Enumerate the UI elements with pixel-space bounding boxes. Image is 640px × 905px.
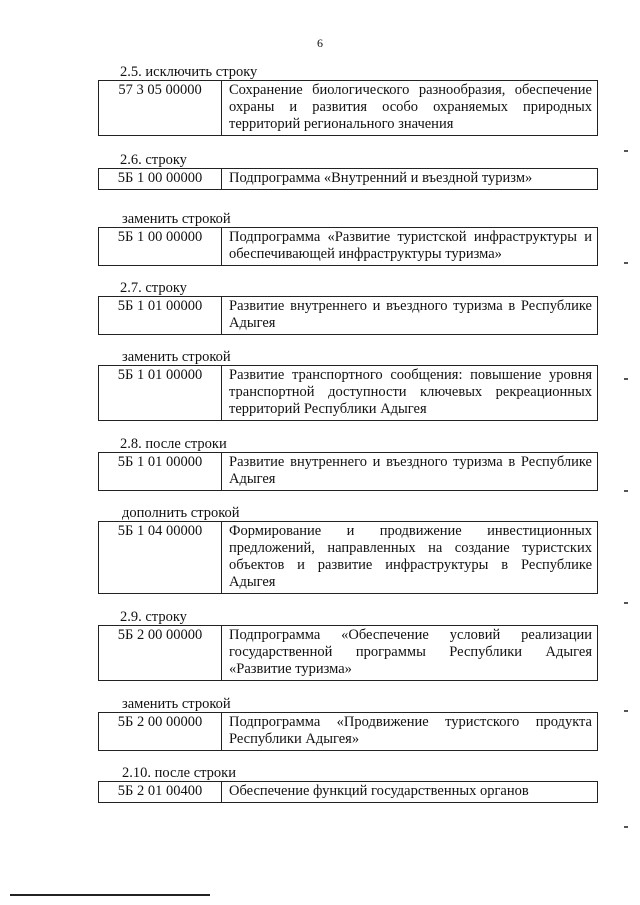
- table-row: [98, 227, 598, 266]
- section-label: 2.7. строку: [120, 280, 187, 296]
- section-label: заменить строкой: [122, 211, 231, 227]
- section-label: 2.9. строку: [120, 609, 187, 625]
- row-code: 5Б 1 04 00000: [99, 522, 222, 593]
- scan-mark: [624, 262, 628, 264]
- row-description: Формирование и продвижение инвестиционных предложений, направленных на создание туристских объектов и развитие инфраструктуры в Республике Адыгея: [229, 523, 592, 590]
- section-label: 2.5. исключить строку: [120, 64, 258, 80]
- row-code: 5Б 1 00 00000: [99, 228, 222, 265]
- section-label: дополнить строкой: [122, 505, 240, 521]
- table-row: [98, 365, 598, 421]
- row-description: Развитие транспортного сообщения: повышение уровня транспортной доступности ключевых рекреационных территорий Республики Адыгея: [229, 367, 592, 417]
- row-code: 5Б 2 00 00000: [99, 626, 222, 680]
- scan-mark: [624, 378, 628, 380]
- row-code: 5Б 1 01 00000: [99, 297, 222, 334]
- row-code: 5Б 1 01 00000: [99, 453, 222, 490]
- row-description: Сохранение биологического разнообразия, обеспечение охраны и развития особо охраняемых природных территорий регионального значения: [229, 82, 592, 132]
- row-code: 5Б 2 00 00000: [99, 713, 222, 750]
- scan-mark: [624, 602, 628, 604]
- footer-rule: [10, 894, 210, 896]
- scan-mark: [624, 150, 628, 152]
- scan-mark: [624, 490, 628, 492]
- table-row: [98, 712, 598, 751]
- section-label: заменить строкой: [122, 696, 231, 712]
- table-row: [98, 452, 598, 491]
- scan-mark: [624, 826, 628, 828]
- section-label: 2.8. после строки: [120, 436, 227, 452]
- section-label: 2.6. строку: [120, 152, 187, 168]
- table-row: [98, 625, 598, 681]
- row-description: Подпрограмма «Обеспечение условий реализации государственной программы Республики Адыгея «Развитие туризма»: [229, 627, 592, 677]
- row-description: Подпрограмма «Внутренний и въездной туризм»: [229, 170, 533, 186]
- row-code: 5Б 1 00 00000: [99, 169, 222, 189]
- table-row: [98, 296, 598, 335]
- row-description: Развитие внутреннего и въездного туризма в Республике Адыгея: [229, 298, 592, 331]
- table-row: [98, 168, 598, 190]
- row-code: 57 3 05 00000: [99, 81, 222, 135]
- table-row: [98, 80, 598, 136]
- row-description: Обеспечение функций государственных органов: [229, 783, 529, 799]
- table-row: [98, 781, 598, 803]
- table-row: [98, 521, 598, 594]
- row-description: Подпрограмма «Развитие туристской инфраструктуры и обеспечивающей инфраструктуры туризма»: [229, 229, 592, 262]
- row-code: 5Б 1 01 00000: [99, 366, 222, 420]
- scan-mark: [624, 710, 628, 712]
- section-label: 2.10. после строки: [122, 765, 236, 781]
- row-description: Подпрограмма «Продвижение туристского продукта Республики Адыгея»: [229, 714, 592, 747]
- page-number: 6: [317, 36, 323, 50]
- row-code: 5Б 2 01 00400: [99, 782, 222, 802]
- section-label: заменить строкой: [122, 349, 231, 365]
- row-description: Развитие внутреннего и въездного туризма в Республике Адыгея: [229, 454, 592, 487]
